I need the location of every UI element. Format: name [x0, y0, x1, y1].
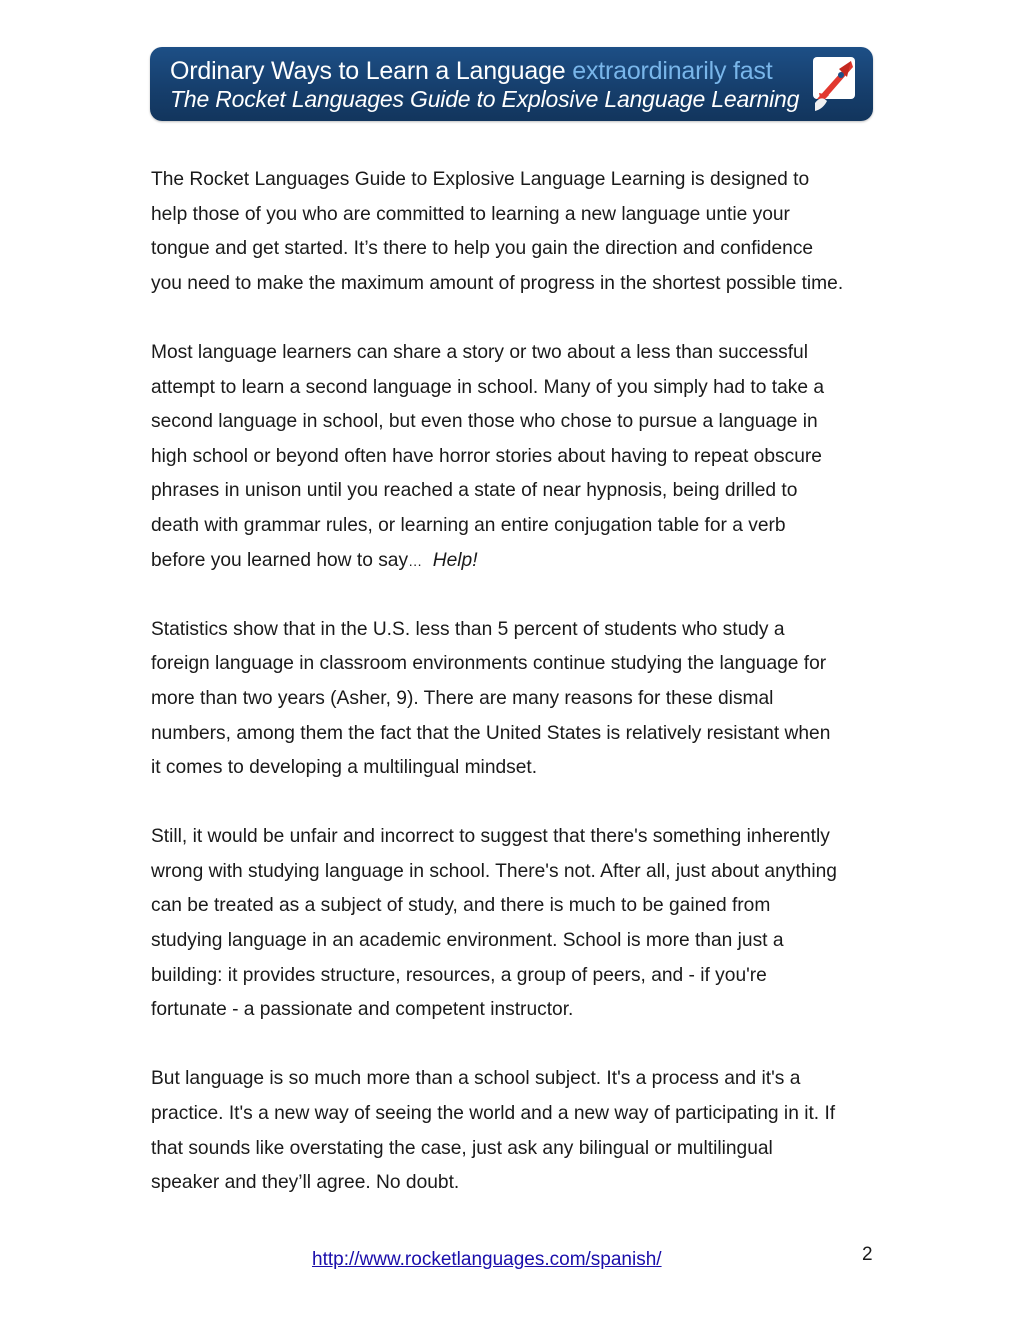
paragraph-school-stories [151, 336, 891, 578]
rocket-icon [811, 55, 857, 113]
footer-url-link[interactable]: http://www.rocketlanguages.com/spanish/ [312, 1249, 662, 1270]
text-line: fortunate - a passionate and competent instructor. [151, 999, 574, 1021]
text-line: Still, it would be unfair and incorrect to suggest that there's something inherently [151, 826, 830, 848]
banner-subtitle: The Rocket Languages Guide to Explosive Language Learning [170, 86, 800, 112]
text-line: help those of you who are committed to learning a new language untie your [151, 203, 790, 225]
header-banner [150, 47, 873, 121]
text-line: tongue and get started. It’s there to help you gain the direction and confidence [151, 238, 814, 260]
text-line: But language is so much more than a school subject. It's a process and it's a [151, 1068, 801, 1090]
banner-title-main: Ordinary Ways to Learn a Language [170, 57, 573, 85]
text-line: The Rocket Languages Guide to Explosive Language Learning is designed to [151, 169, 810, 190]
ellipsis: … [408, 552, 423, 569]
banner-title [170, 56, 772, 86]
text-line: numbers, among them the fact that the United States is relatively resistant when [151, 722, 831, 744]
text-line: practice. It's a new way of seeing the world and a new way of participating in it. If [151, 1103, 836, 1125]
text-line: Statistics show that in the U.S. less than 5 percent of students who study a [151, 618, 785, 640]
text-line: attempt to learn a second language in school. Many of you simply had to take a [151, 376, 825, 398]
text-line: Most language learners can share a story or two about a less than successful [151, 341, 808, 363]
text-line: building: it provides structure, resources, a group of peers, and - if you're [151, 964, 767, 986]
banner-title-accent: extraordinarily fast [572, 57, 773, 85]
text-line: speaker and they’ll agree. No doubt. [151, 1172, 460, 1194]
paragraph-academic [151, 820, 891, 1028]
text-line-last [151, 544, 891, 579]
emphasis-help: Help! [432, 549, 478, 571]
text-line: more than two years (Asher, 9). There are many reasons for these dismal [151, 687, 774, 709]
paragraph-intro [151, 163, 891, 301]
text-line: you need to make the maximum amount of progress in the shortest possible time. [151, 272, 844, 294]
text-line: can be treated as a subject of study, and there is much to be gained from [151, 895, 771, 917]
paragraph-statistics [151, 613, 891, 786]
text-line: that sounds like overstating the case, just ask any bilingual or multilingual [151, 1137, 773, 1159]
text-line: wrong with studying language in school. There's not. After all, just about anything [151, 860, 837, 882]
text-line: phrases in unison until you reached a state of near hypnosis, being drilled to [151, 480, 798, 502]
text-line: foreign language in classroom environments continue studying the language for [151, 653, 827, 675]
page-number: 2 [862, 1244, 873, 1265]
text-line: studying language in an academic environment. School is more than just a [151, 930, 784, 952]
text-line: death with grammar rules, or learning an entire conjugation table for a verb [151, 514, 786, 536]
paragraph-language-practice [151, 1062, 891, 1200]
text-line: second language in school, but even those who chose to pursue a language in [151, 411, 818, 433]
last-line-text: before you learned how to say [151, 549, 409, 571]
text-line: high school or beyond often have horror stories about having to repeat obscure [151, 445, 822, 467]
document-body [151, 163, 891, 1235]
text-line: it comes to developing a multilingual mindset. [151, 757, 538, 779]
